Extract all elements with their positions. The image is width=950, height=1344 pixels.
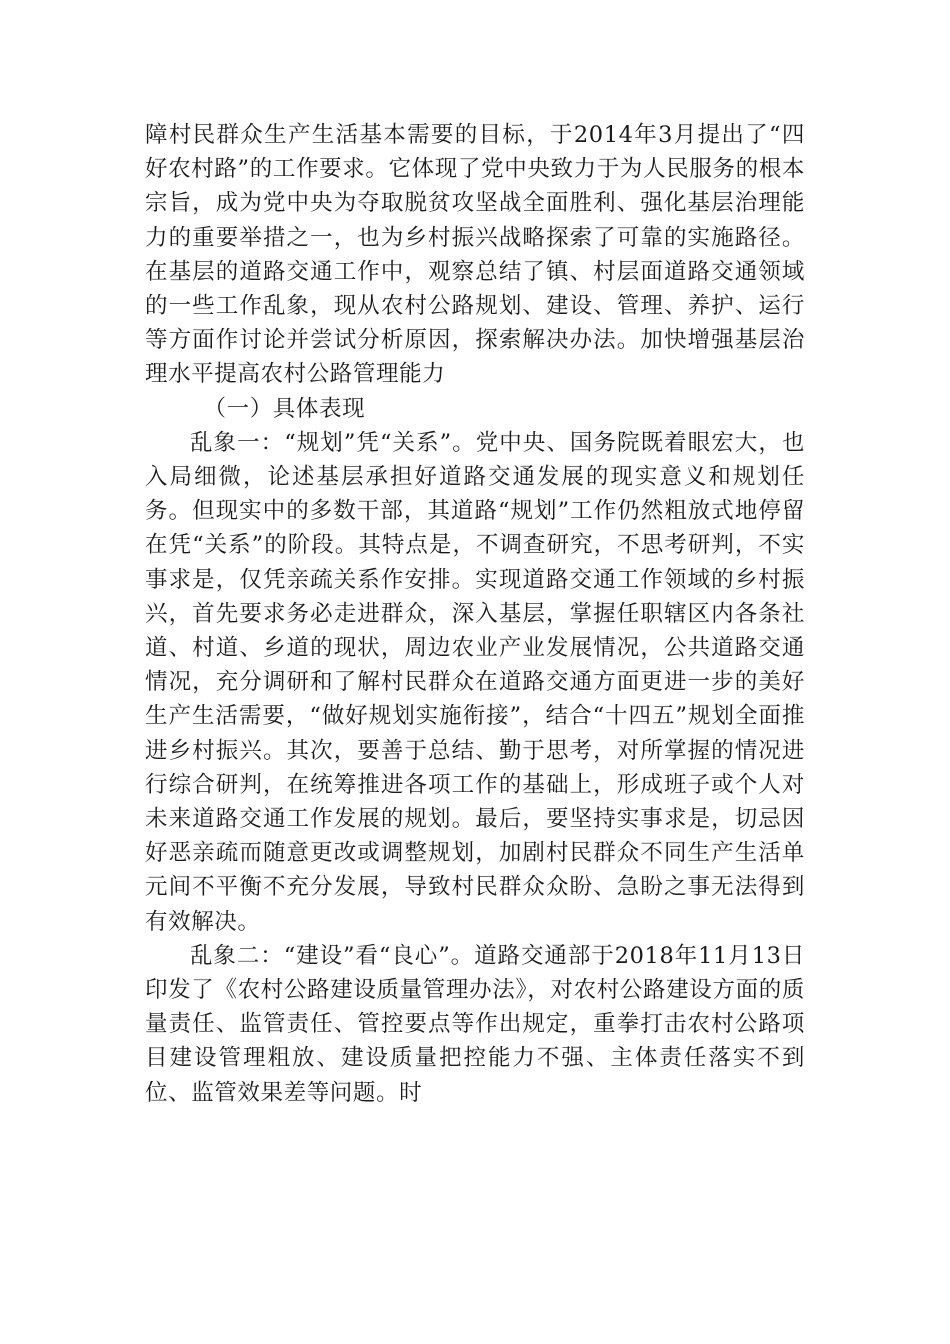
document-page [145, 118, 805, 1110]
chaos-one-paragraph: 乱象一：“规划”凭“关系”。党中央、国务院既着眼宏大，也入局细微，论述基层承担好道路交通发展的现实意义和规划任务。但现实中的多数干部，其道路“规划”工作仍然粗放式地停留在凭“关系”的阶段。其特点是，不调查研究，不思考研判，不实事求是，仅凭亲疏关系作安排。实现道路交通工作领域的乡村振兴，首先要求务必走进群众，深入基层，掌握任职辖区内各条社道、村道、乡道的现状，周边农业产业发展情况，公共道路交通情况，充分调研和了解村民群众在道路交通方面更进一步的美好生产生活需要，“做好规划实施衔接”，结合“十四五”规划全面推进乡村振兴。其次，要善于总结、勤于思考，对所掌握的情况进行综合研判，在统筹推进各项工作的基础上，形成班子或个人对未来道路交通工作发展的规划。最后，要坚持实事求是，切忌因好恶亲疏而随意更改或调整规划，加剧村民群众不同生产生活单元间不平衡不充分发展，导致村民群众众盼、急盼之事无法得到有效解决。 [145, 429, 805, 935]
chaos-two-paragraph: 乱象二：“建设”看“良心”。道路交通部于2018年11月13日印发了《农村公路建设质量管理办法》，对农村公路建设方面的质量责任、监管责任、管控要点等作出规定，重拳打击农村公路项目建设管理粗放、建设质量把控能力不强、主体责任落实不到位、监管效果差等问题。时 [145, 942, 805, 1106]
intro-paragraph: 障村民群众生产生活基本需要的目标，于2014年3月提出了“四好农村路”的工作要求。它体现了党中央致力于为人民服务的根本宗旨，成为党中央为夺取脱贫攻坚战全面胜利、强化基层治理能力的重要举措之一，也为乡村振兴战略探索了可靠的实施路径。在基层的道路交通工作中，观察总结了镇、村层面道路交通领域的一些工作乱象，现从农村公路规划、建设、管理、养护、运行等方面作讨论并尝试分析原因，探索解决办法。加快增强基层治理水平提高农村公路管理能力 [145, 122, 805, 388]
section-heading: （一）具体表现 [203, 395, 366, 422]
